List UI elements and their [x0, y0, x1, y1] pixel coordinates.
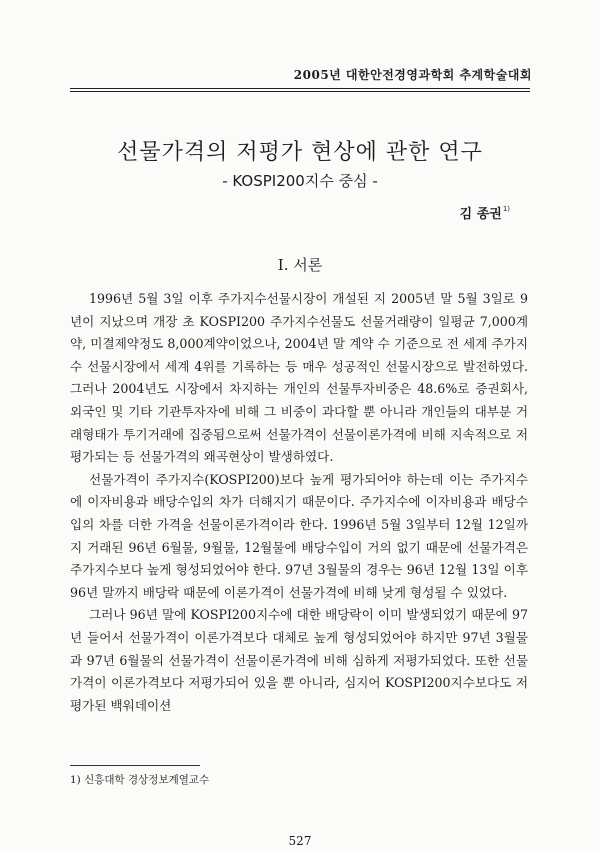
footnote-rule: [70, 765, 200, 766]
header-rule: [70, 88, 530, 92]
paper-subtitle: - KOSPI200지수 중심 -: [222, 172, 378, 190]
paper-title: 선물가격의 저평가 현상에 관한 연구: [117, 140, 483, 165]
author-footnote-mark: 1): [502, 205, 510, 213]
paragraph: 그러나 96년 말에 KOSPI200지수에 대한 배당락이 이미 발생되었기 때문에 97년 들어서 선물가격이 이론가격보다 대체로 높게 형성되었어야 하지만 97년 3월물과 97년 6월물의 선물가격이 선물이론가격에 비해 심하게 저평가되었다. 또한 선물가격이 이론가격보다 저평가되어 있을 뿐 아니라, 심지어 KOSPI200지수보다도 저평가된 백워데이션: [70, 607, 528, 713]
body-text: [70, 288, 528, 717]
paragraph: 1996년 5월 3일 이후 주가지수선물시장이 개설된 지 2005년 말 5월 3일로 9년이 지났으며 개장 초 KOSPI200 주가지수선물도 선물거래량이 일평균 7,000계약, 미결제약정도 8,000계약이었으나, 2004년 말 계약 수 기준으로 전 세계 주가지수 선물시장에서 세계 4위를 기록하는 등 매우 성공적인 선물시장으로 발전하였다. 그러나 2004년도 시장에서 차지하는 개인의 선물투자비중은 48.6%로 증권회사, 외국인 및 기타 기관투자자에 비해 그 비중이 과다할 뿐 아니라 개인들의 대부분 거래형태가 투기거래에 집중됨으로써 선물가격이 선물이론가격에 비해 지속적으로 저평가되는 등 선물가격의 왜곡현상이 발생하였다.: [70, 291, 528, 465]
footnote: 1) 신흥대학 경상정보계열교수: [70, 774, 210, 786]
page-number: 527: [288, 834, 312, 848]
author: [460, 203, 510, 222]
author-name: 김 종권: [459, 207, 502, 222]
conference-header: 2005년 대한안전경영과학회 추계학술대회: [293, 68, 532, 82]
section-heading: Ⅰ. 서론: [277, 256, 323, 274]
paragraph: 선물가격이 주가지수(KOSPI200)보다 높게 평가되어야 하는데 이는 주가지수에 이자비용과 배당수입의 차가 더해지기 때문이다. 주가지수에 이자비용과 배당수입의 차를 더한 가격을 선물이론가격이라 한다. 1996년 5월 3일부터 12월 12일까지 거래된 96년 6월물, 9월물, 12월물에 배당수입이 거의 없기 때문에 선물가격은 주가지수보다 높게 형성되었어야 한다. 97년 3월물의 경우는 96년 12월 13일 이후 96년 말까지 배당락 때문에 이론가격이 선물가격에 비해 낮게 형성될 수 있었다.: [70, 471, 528, 600]
